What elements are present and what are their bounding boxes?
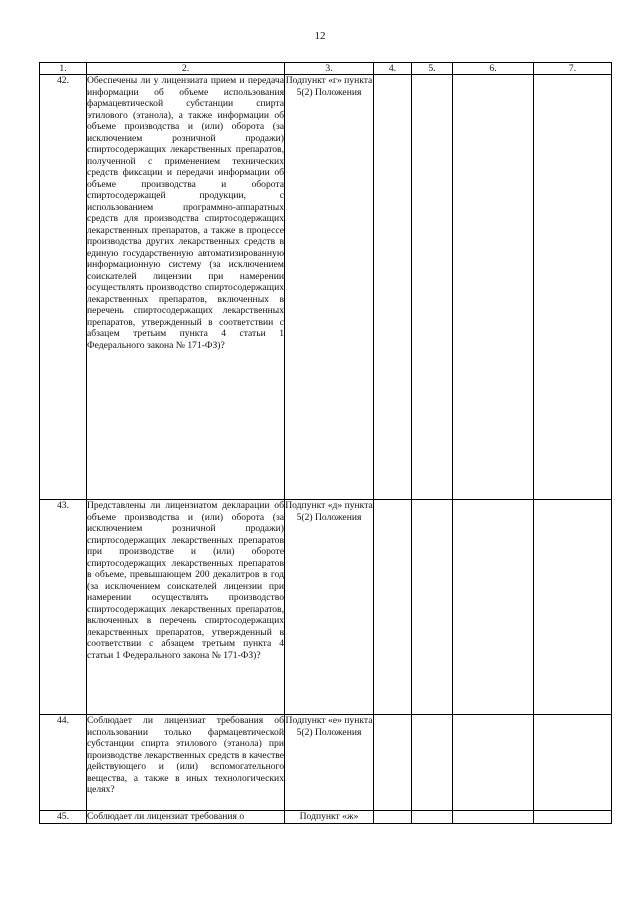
legal-reference: Подпункт «д» пункта 5(2) Положения (285, 500, 374, 715)
answer-cell-4[interactable] (374, 75, 412, 500)
answer-cell-5[interactable] (412, 811, 453, 824)
answer-cell-4[interactable] (374, 811, 412, 824)
question-text: Соблюдает ли лицензиат требования об использовании только фармацевтической субстанции спирта этилового (этанола) при производстве лекарственных средств в качестве действующего и (или) вспомогательного вещества, а также в иных технологических целях? (87, 715, 285, 811)
legal-reference: Подпункт «е» пункта 5(2) Положения (285, 715, 374, 811)
answer-cell-7[interactable] (534, 715, 612, 811)
table-row (40, 500, 612, 715)
table-row (40, 811, 612, 824)
answer-cell-7[interactable] (534, 500, 612, 715)
row-number: 45. (40, 811, 87, 824)
row-number: 43. (40, 500, 87, 715)
question-text: Представлены ли лицензиатом декларации об объеме производства и (или) оборота (за исключением розничной продажи) спиртосодержащих лекарственных препаратов при производстве и (или) обороте спиртосодержащих лекарственных препаратов в объеме, превышающем 200 декалитров в год (за исключением соискателей лицензии при намерении осуществлять производство спиртосодержащих лекарственных препаратов, включенных в перечень спиртосодержащих лекарственных препаратов, утвержденный в соответствии с абзацем третьим пункта 4 статьи 1 Федерального закона № 171-ФЗ)? (87, 500, 285, 715)
answer-cell-5[interactable] (412, 715, 453, 811)
inspection-checklist-table (39, 62, 612, 824)
answer-cell-6[interactable] (453, 811, 534, 824)
row-number: 42. (40, 75, 87, 500)
answer-cell-5[interactable] (412, 75, 453, 500)
page-number: 12 (314, 30, 326, 42)
column-header-7: 7. (534, 63, 612, 75)
answer-cell-4[interactable] (374, 500, 412, 715)
column-header-number: 1. (40, 63, 87, 75)
column-header-5: 5. (412, 63, 453, 75)
question-text: Соблюдает ли лицензиат требования о (87, 811, 285, 824)
table-row (40, 715, 612, 811)
row-number: 44. (40, 715, 87, 811)
answer-cell-6[interactable] (453, 715, 534, 811)
answer-cell-4[interactable] (374, 715, 412, 811)
table-row (40, 75, 612, 500)
answer-cell-6[interactable] (453, 500, 534, 715)
answer-cell-5[interactable] (412, 500, 453, 715)
column-header-question: 2. (87, 63, 285, 75)
table-header-row (40, 63, 612, 75)
legal-reference: Подпункт «г» пункта 5(2) Положения (285, 75, 374, 500)
column-header-6: 6. (453, 63, 534, 75)
question-text: Обеспечены ли у лицензиата прием и передача информации об объеме использования фармацевтической субстанции спирта этилового (этанола), а также информации об объеме производства и (или) оборота (за исключением розничной продажи) спиртосодержащих лекарственных препаратов, полученной с применением технических средств фиксации и передачи информации об объеме производства и оборота спиртосодержащей продукции, с использованием программно-аппаратных средств для производства спиртосодержащих лекарственных препаратов, а также в процессе производства других лекарственных средств в единую государственную автоматизированную информационную систему (за исключением соискателей лицензии при намерении осуществлять производство спиртосодержащих лекарственных препаратов, включенных в перечень спиртосодержащих лекарственных препаратов, утвержденный в соответствии с абзацем третьим пункта 4 статьи 1 Федерального закона № 171-ФЗ)? (87, 75, 285, 500)
legal-reference: Подпункт «ж» (285, 811, 374, 824)
answer-cell-7[interactable] (534, 75, 612, 500)
answer-cell-7[interactable] (534, 811, 612, 824)
answer-cell-6[interactable] (453, 75, 534, 500)
column-header-4: 4. (374, 63, 412, 75)
column-header-reference: 3. (285, 63, 374, 75)
